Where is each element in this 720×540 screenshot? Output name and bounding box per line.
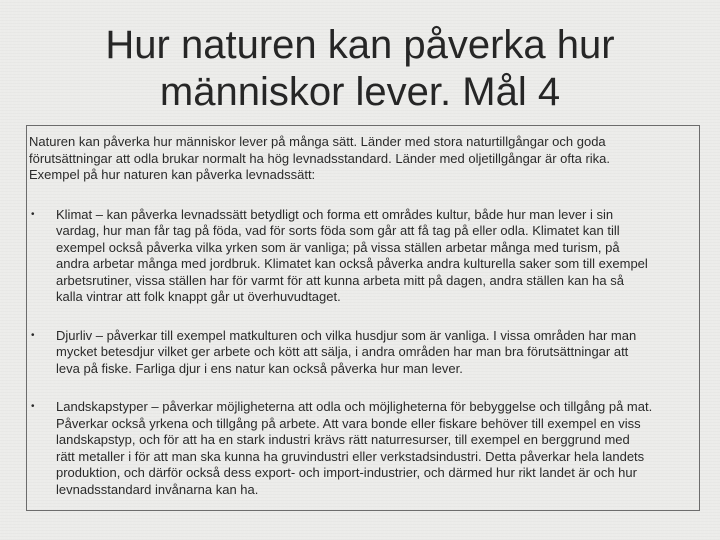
bullet-landskapstyper (27, 399, 696, 498)
bullet-line: produktion, och därför också dess export- och import-industrier, och därmed hur rikt landet är och hur (56, 465, 637, 480)
bullet-line: kalla vintrar att folk knappt går ut överhuvudtaget. (56, 289, 341, 304)
bullet-marker: • (31, 401, 35, 412)
slide-title-line-1: Hur naturen kan påverka hur (105, 23, 615, 67)
intro-paragraph (27, 126, 694, 184)
slide-title-line-2: människor lever. Mål 4 (159, 70, 561, 114)
bullet-line: arbetsrutiner, vissa ställen har för varmt för att kunna arbeta mitt på dagen, andra ställen kan ha så (56, 272, 624, 288)
bullet-line: Djurliv – påverkar till exempel matkulturen och vilka husdjur som är vanliga. I vissa områden har man (56, 327, 637, 343)
intro-line: Exempel på hur naturen kan påverka levnadssätt: (29, 167, 316, 182)
content-box (26, 125, 700, 511)
bullet-line: Påverkar också yrkena och tillgång på arbete. Att vara bonde eller fiskare behöver till exempel en viss (56, 415, 641, 431)
bullet-line: vardag, hur man får tag på föda, vad för sorts föda som går att få tag på eller odla. Klimatet kan till (56, 223, 620, 238)
intro-line: Naturen kan påverka hur människor lever på många sätt. Länder med stora naturtillgångar och goda (29, 134, 606, 149)
bullet-line: Klimat – kan påverka levnadssätt betydligt och forma ett områdes kultur, både hur man lever i sin (56, 206, 614, 222)
bullet-marker: • (31, 329, 35, 341)
bullet-list (27, 207, 699, 499)
bullet-line: Landskapstyper – påverkar möjligheterna att odla och möjligheterna för bebyggelse och tillgång på mat. (56, 399, 653, 414)
bullet-line: landskapstyp, och för att ha en stark industri krävs rätt naturresurser, till exempel en berggrund med (56, 432, 630, 447)
bullet-line: rätt metaller i för att man ska kunna ha gruvindustri eller verkstadsindustri. Detta påverkar hela landets (56, 448, 645, 464)
bullet-line: exempel också påverka vilka yrken som är vanliga; på vissa ställen arbetar många med turism, på (56, 239, 620, 255)
bullet-line: levnadsstandard invånarna kan ha. (56, 481, 259, 497)
bullet-djurliv (27, 328, 696, 378)
bullet-klimat (27, 207, 696, 306)
slide-title (0, 22, 720, 116)
bullet-line: mycket betesdjur vilket ger arbete och kött att sälja, i andra områden har man bra förutsättningar att (56, 344, 629, 359)
intro-line: förutsättningar att odla brukar normalt ha hög levnadsstandard. Länder med oljetillgångar är ofta rika. (29, 150, 611, 166)
bullet-marker: • (31, 208, 35, 220)
bullet-line: andra arbetar många med jordbruk. Klimatet kan också påverka andra kulturella saker som till exempel (56, 256, 648, 271)
bullet-line: leva på fiske. Farliga djur i ens natur kan också påverka hur man lever. (56, 360, 463, 376)
